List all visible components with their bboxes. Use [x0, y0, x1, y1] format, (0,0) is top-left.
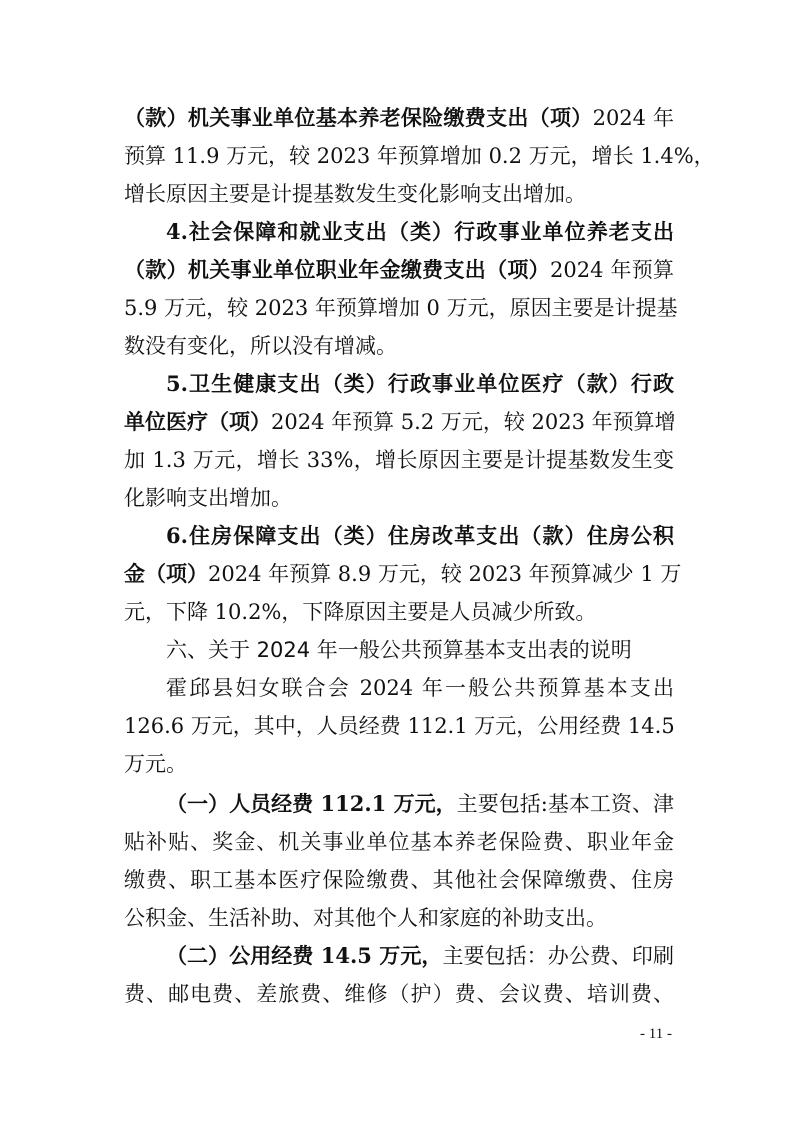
text-line [166, 366, 674, 402]
bold-run: 6.住房保障支出（类）住房改革支出（款）住房公积 [166, 523, 674, 548]
text-line [124, 328, 674, 364]
text-line [124, 594, 674, 630]
text-line [124, 976, 674, 1012]
text-line [124, 290, 678, 326]
section-heading [166, 632, 674, 668]
text-line [124, 556, 682, 592]
text-run: 贴补贴、奖金、机关事业单位基本养老保险费、职业年金 [124, 830, 674, 854]
page-number: - 11 - [640, 1026, 672, 1042]
text-run: 126.6 万元，其中，人员经费 112.1 万元，公用经费 14.5 [124, 714, 675, 738]
text-line [124, 746, 674, 782]
text-run: 2024 年 [592, 106, 674, 130]
text-run: 2024 年预算 [549, 258, 674, 282]
bold-run: 单位医疗（项） [124, 409, 271, 434]
text-line [124, 176, 674, 212]
text-run: 缴费、职工基本医疗保险缴费、其他社会保障缴费、住房 [124, 868, 674, 892]
text-run: 主要包括：办公费、印刷 [442, 944, 674, 968]
text-run: 化影响支出增加。 [124, 486, 292, 510]
bold-run: 金（项） [124, 561, 208, 586]
text-line [124, 480, 674, 516]
text-run: 2024 年预算 8.9 万元，较 2023 年预算减少 1 万 [208, 562, 682, 586]
text-line [124, 708, 674, 744]
text-line [124, 824, 674, 860]
text-run: 主要包括:基本工资、津 [456, 792, 674, 816]
bold-run: （款）机关事业单位职业年金缴费支出（项） [124, 257, 550, 282]
text-line [166, 518, 674, 554]
text-line [124, 442, 674, 478]
text-run: 元，下降 10.2%，下降原因主要是人员减少所致。 [124, 600, 597, 624]
text-line [124, 862, 674, 898]
bold-run: （一）人员经费 112.1 万元， [166, 791, 457, 816]
text-run: 费、邮电费、差旅费、维修（护）费、会议费、培训费、 [124, 982, 674, 1006]
text-line [166, 670, 674, 706]
bold-run: （二）公用经费 14.5 万元， [166, 943, 443, 968]
text-run: 5.9 万元，较 2023 年预算增加 0 万元，原因主要是计提基 [124, 296, 678, 320]
text-run: 公积金、生活补助、对其他个人和家庭的补助支出。 [124, 906, 607, 930]
text-run: 数没有变化，所以没有增减。 [124, 334, 397, 358]
text-run: 增长原因主要是计提基数发生变化影响支出增加。 [124, 182, 586, 206]
text-line [124, 900, 674, 936]
bold-run: 5.卫生健康支出（类）行政事业单位医疗（款）行政 [166, 371, 674, 396]
text-run: 预算 11.9 万元，较 2023 年预算增加 0.2 万元，增长 1.4%， [124, 144, 715, 168]
text-line [124, 138, 715, 174]
text-line [166, 786, 674, 822]
text-line [124, 252, 674, 288]
bold-run: 4.社会保障和就业支出（类）行政事业单位养老支出 [166, 219, 674, 244]
text-run: 2024 年预算 5.2 万元，较 2023 年预算增 [271, 410, 676, 434]
text-run: 霍邱县妇女联合会 2024 年一般公共预算基本支出 [166, 676, 674, 700]
heading-text: 六、关于 2024 年一般公共预算基本支出表的说明 [166, 638, 632, 662]
text-line [166, 938, 674, 974]
text-run: 万元。 [124, 752, 187, 776]
bold-run: （款）机关事业单位基本养老保险缴费支出（项） [124, 105, 593, 130]
text-line [166, 214, 674, 250]
text-run: 加 1.3 万元，增长 33%，增长原因主要是计提基数发生变 [124, 448, 674, 472]
text-line [124, 404, 674, 440]
text-line [124, 100, 674, 136]
